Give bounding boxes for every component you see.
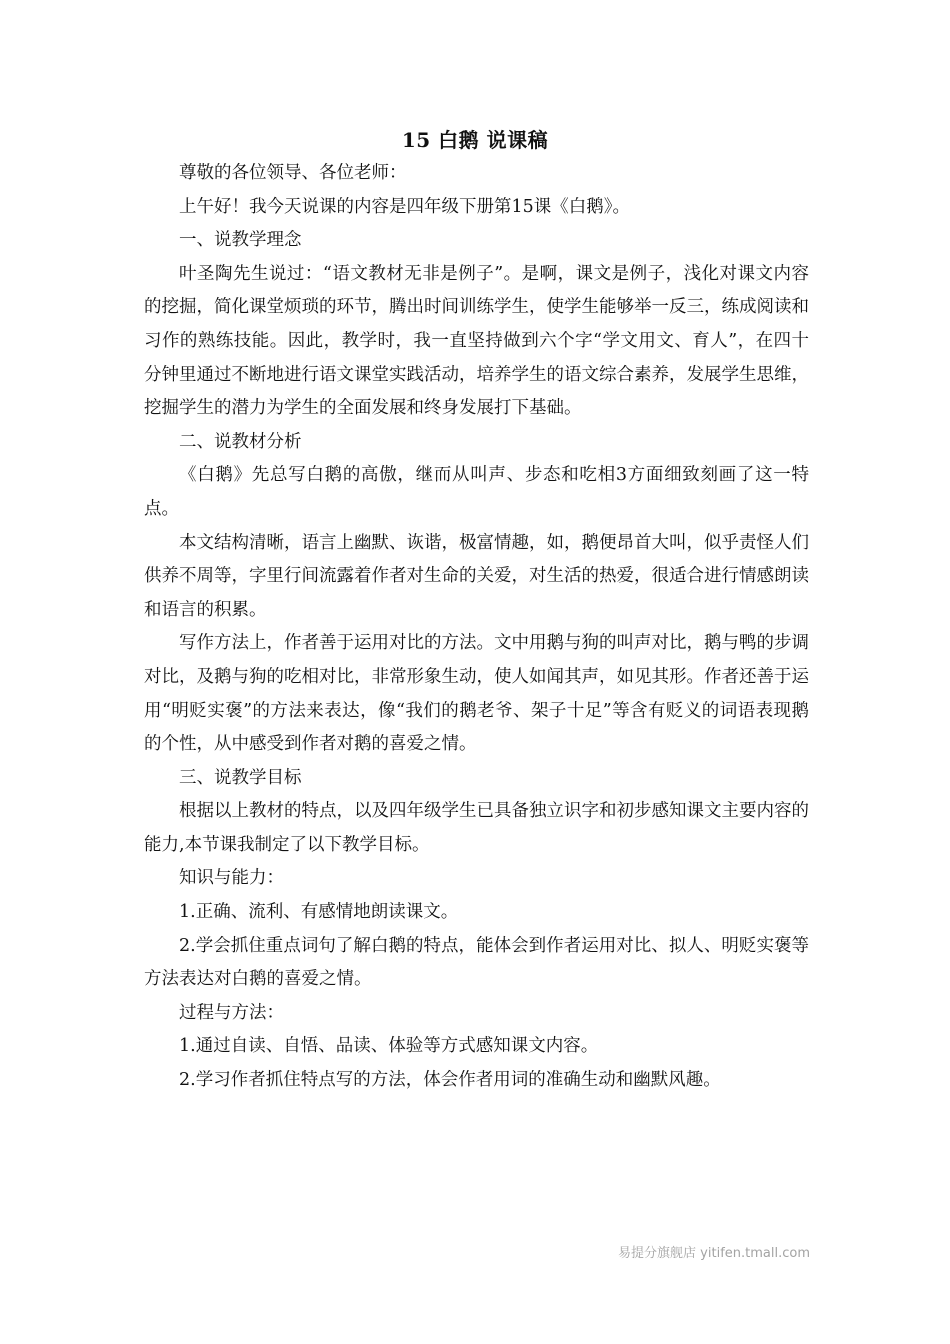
- footer-watermark: 易提分旗舰店 yitifen.tmall.com: [618, 1246, 810, 1261]
- section-heading-material-analysis: 二、说教材分析: [179, 431, 302, 452]
- document-title: 15 白鹅 说课稿: [401, 128, 549, 152]
- knowledge-goal-1: 1.正确、流利、有感情地朗读课文。: [179, 902, 459, 923]
- material-analysis-paragraph-1: 《白鹅》先总写白鹅的高傲，继而从叫声、步态和吃相3方面细致刻画了这一特点。: [144, 465, 809, 519]
- intro-paragraph: 上午好！我今天说课的内容是四年级下册第15课《白鹅》。: [179, 196, 631, 217]
- section-heading-teaching-goals: 三、说教学目标: [179, 767, 302, 788]
- material-analysis-paragraph-3: 写作方法上，作者善于运用对比的方法。文中用鹅与狗的叫声对比，鹅与鸭的步调对比，及鹅与狗的吃相对比，非常形象生动，使人如闻其声，如见其形。作者还善于运用“明贬实褒”的方法来表达，像“我们的鹅老爷、架子十足”等含有贬义的词语表现鹅的个性，从中感受到作者对鹅的喜爱之情。: [144, 633, 809, 755]
- section-heading-teaching-philosophy: 一、说教学理念: [179, 230, 302, 251]
- greeting-paragraph: 尊敬的各位领导、各位老师：: [179, 163, 407, 183]
- subheading-process-method: 过程与方法：: [179, 1002, 284, 1023]
- document-body: [144, 157, 809, 1098]
- process-goal-1: 1.通过自读、自悟、品读、体验等方式感知课文内容。: [179, 1036, 599, 1057]
- process-goal-2: 2.学习作者抓住特点写的方法，体会作者用词的准确生动和幽默风趣。: [179, 1070, 721, 1091]
- teaching-goals-paragraph: 根据以上教材的特点，以及四年级学生已具备独立识字和初步感知课文主要内容的能力,本节课我制定了以下教学目标。: [144, 801, 809, 855]
- teaching-philosophy-paragraph: 叶圣陶先生说过：“语文教材无非是例子”。是啊，课文是例子，浅化对课文内容的挖掘，简化课堂烦琐的环节，腾出时间训练学生，使学生能够举一反三，练成阅读和习作的熟练技能。因此，教学时，我一直坚持做到六个字“学文用文、育人”，在四十分钟里通过不断地进行语文课堂实践活动，培养学生的语文综合素养，发展学生思维，挖掘学生的潜力为学生的全面发展和终身发展打下基础。: [144, 263, 809, 419]
- subheading-knowledge-ability: 知识与能力：: [179, 868, 284, 889]
- material-analysis-paragraph-2: 本文结构清晰，语言上幽默、诙谐，极富情趣，如，鹅便昂首大叫，似乎责怪人们供养不周等，字里行间流露着作者对生命的关爱，对生活的热爱，很适合进行情感朗读和语言的积累。: [144, 532, 809, 620]
- knowledge-goal-2: 2.学会抓住重点词句了解白鹅的特点，能体会到作者运用对比、拟人、明贬实褒等方法表达对白鹅的喜爱之情。: [144, 935, 809, 990]
